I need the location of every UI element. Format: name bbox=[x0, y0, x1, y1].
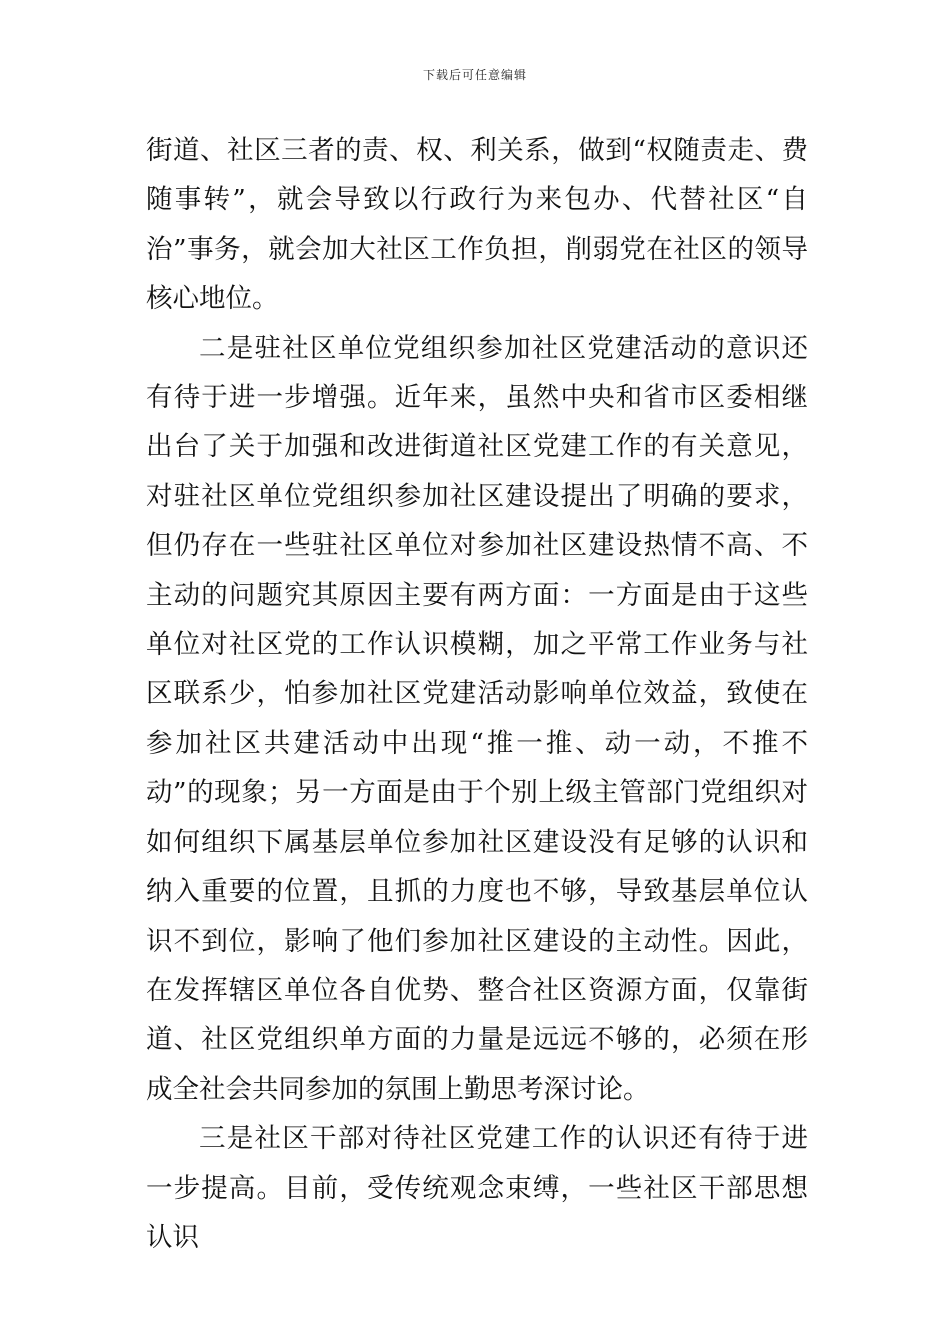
paragraph-point-two: 二是驻社区单位党组织参加社区党建活动的意识还有待于进一步增强。近年来，虽然中央和省市区委相继出台了关于加强和改进街道社区党建工作的有关意见，对驻社区单位党组织参加社区建设提出了明确的要求，但仍存在一些驻社区单位对参加社区建设热情不高、不主动的问题究其原因主要有两方面：一方面是由于这些单位对社区党的工作认识模糊，加之平常工作业务与社区联系少，怕参加社区党建活动影响单位效益，致使在参加社区共建活动中出现“推一推、动一动，不推不动”的现象；另一方面是由于个别上级主管部门党组织对如何组织下属基层单位参加社区建设没有足够的认识和纳入重要的位置，且抓的力度也不够，导致基层单位认识不到位，影响了他们参加社区建设的主动性。因此，在发挥辖区单位各自优势、整合社区资源方面，仅靠街道、社区党组织单方面的力量是远远不够的，必须在形成全社会共同参加的氛围上勤思考深讨论。 bbox=[146, 332, 808, 1105]
body-text bbox=[146, 126, 808, 1262]
header-note: 下载后可任意编辑 bbox=[422, 68, 527, 82]
paragraph-point-three: 三是社区干部对待社区党建工作的认识还有待于进一步提高。目前，受传统观念束缚，一些社区干部思想认识 bbox=[146, 1123, 808, 1253]
paragraph-continuation: 街道、社区三者的责、权、利关系，做到“权随责走、费随事转”，就会导致以行政行为来包办、代替社区“自治”事务，就会加大社区工作负担，削弱党在社区的领导核心地位。 bbox=[146, 135, 808, 315]
